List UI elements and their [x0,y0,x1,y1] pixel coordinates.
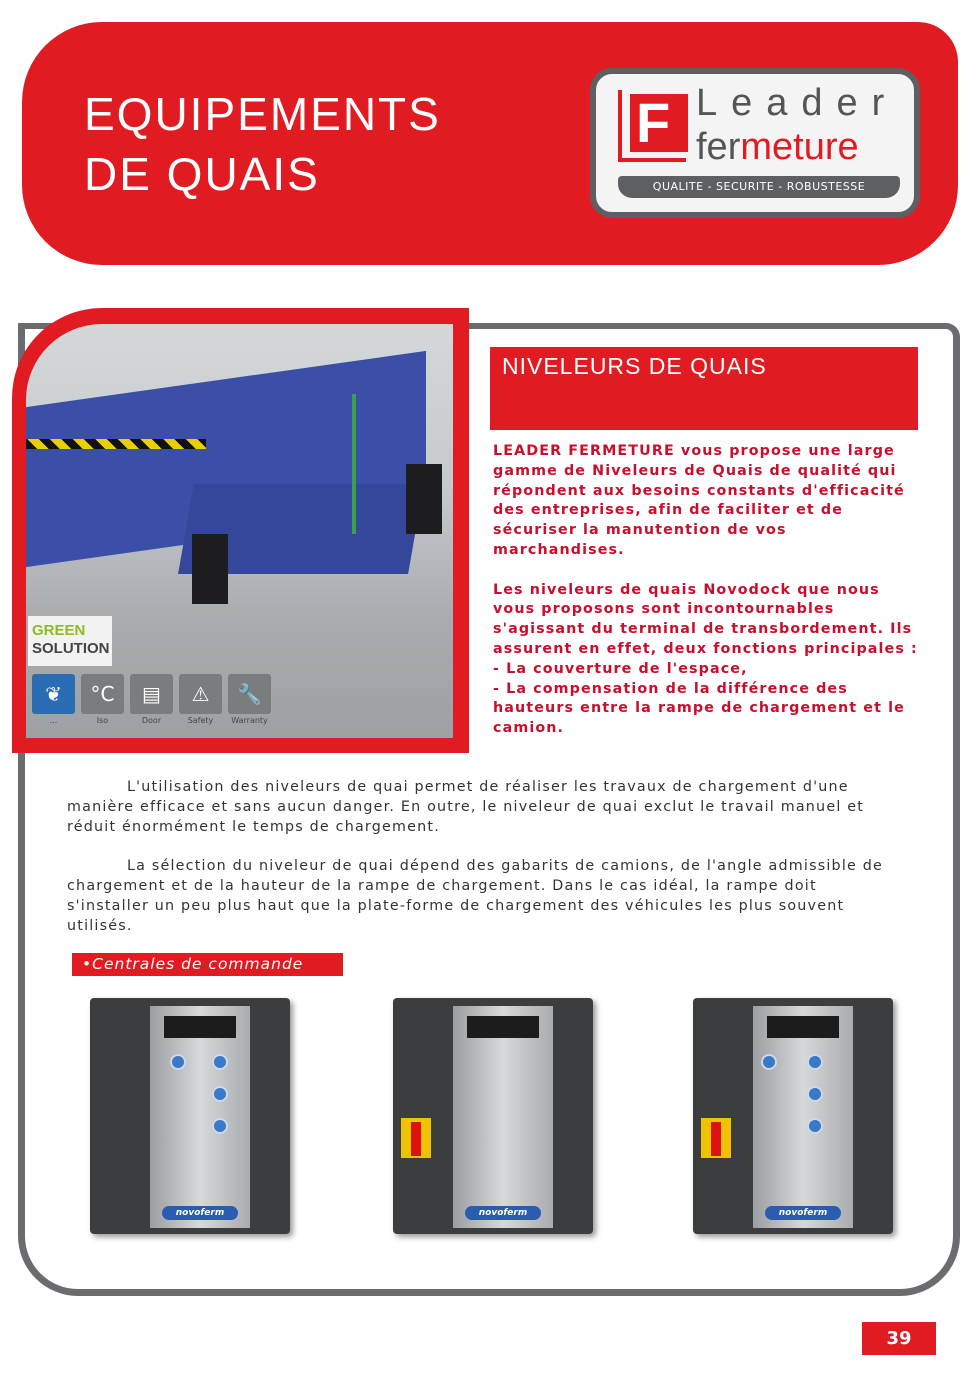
controls-heading: •Centrales de commande [72,953,343,976]
page-number: 39 [862,1322,936,1355]
intro-text: LEADER FERMETURE vous propose une large gamme de Niveleurs de Quais de qualité qui répondent aux besoins constants d'efficacité des entreprises, afin de faciliter et de sécuriser la manutention de vos marchandises. Les niveleurs de quais Novodock que nous vous proposons sont incontournables s'agissant du terminal de transbordement. Ils assurent en effet, deux fonctions principales : - La couverture de l'espace, - La compensation de la différence des hauteurs entre la rampe de chargement et le camion. [493,443,918,737]
thermometer-icon: °C Iso [81,674,124,714]
leaf-icon: ❦ ... [32,674,75,714]
control-panel-3: novoferm [693,998,898,1234]
green-solution-badge: GREEN SOLUTION [28,616,112,666]
body-text: L'utilisation des niveleurs de quai permet de réaliser les travaux de chargement d'une manière efficace et sans aucun danger. En outre, le niveleur de quai exclut le travail manuel et réduit énormément le temps de chargement. La sélection du niveleur de quai dépend des gabarits de camions, de l'angle admissible de chargement et de la hauteur de la rampe de chargement. Dans le cas idéal, la rampe doit s'installer un peu plus haut que la plate-forme de chargement des véhicules les plus souvent utilisés. [67,779,884,934]
header-banner [22,22,958,265]
warning-icon: ⚠ Safety [179,674,222,714]
dock-leveler-photo-frame [12,308,469,753]
page-title: EQUIPEMENTS DE QUAIS [84,88,441,200]
section-title: NIVELEURS DE QUAIS [490,347,918,430]
control-panel-1: novoferm [90,998,295,1234]
control-panel-2: novoferm [393,998,598,1234]
dock-leveler-photo [26,324,453,738]
leader-fermeture-logo: F Leader fermeture QUALITE - SECURITE - ROBUSTESSE [590,68,920,218]
door-icon: ▤ Door [130,674,173,714]
wrench-icon: 🔧 Warranty [228,674,271,714]
